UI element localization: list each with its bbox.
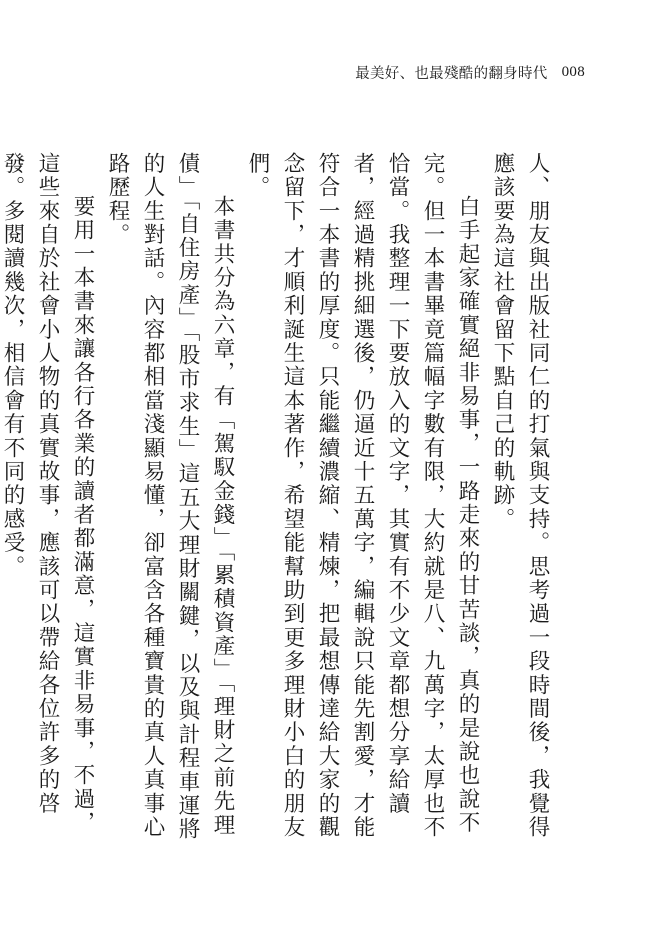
page-number: 008 <box>561 63 585 80</box>
paragraph-1: 人、朋友與出版社同仁的打氣與支持。思考過一段時間後，我覺得應該要為這社會留下點自己的軌跡。 <box>490 152 550 840</box>
paragraph-3: 本書共分為六章，有「駕馭金錢」「累積資產」「理財之前先理債」「自住房產」「股市求生」這五大理財關鍵，以及與計程車運將的人生對話。內容都相當淺顯易懂，卻富含各種寶貴的真人真事心路歷程。 <box>105 152 235 842</box>
paragraph-4: 要用一本書來讓各行各業的讀者都滿意，這實非易事，不過，這些來自於社會小人物的真實故事，應該可以帶給各位許多的啓發。多閱讀幾次，相信會有不同的感受。 <box>0 152 95 835</box>
body-text <box>0 152 555 852</box>
paragraph-2: 白手起家確實絕非易事，一路走來的甘苦談，真的是說也說不完。但一本書畢竟篇幅字數有限，大約就是八、九萬字，太厚也不恰當。我整理一下要放入的文字，其實有不少文章都想分享給讀者，經過精挑細選後，仍逼近十五萬字，編輯說只能先割愛，才能符合一本書的厚度。只能繼續濃縮、精煉，把最想傳達給大家的觀念留下，才順利誕生這本著作，希望能幫助到更多理財小白的朋友們。 <box>245 152 480 840</box>
running-header <box>355 62 585 82</box>
book-title: 最美好、也最殘酷的翻身時代 <box>355 65 548 82</box>
